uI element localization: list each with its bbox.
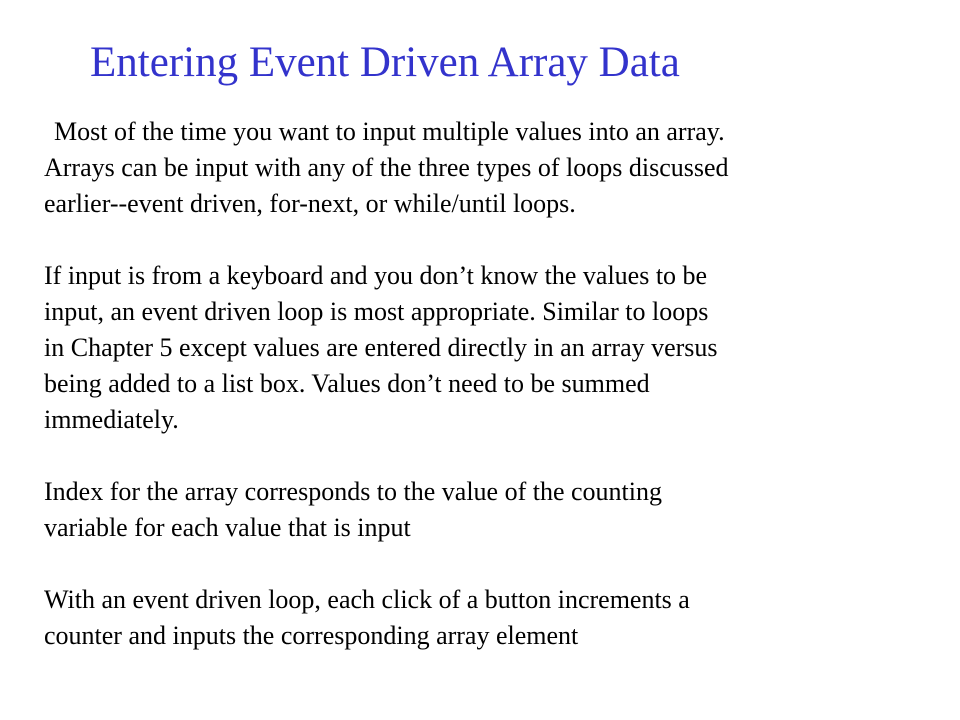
paragraph-line: counter and inputs the corresponding array element (44, 621, 579, 650)
paragraph-line: If input is from a keyboard and you don’t know the values to be (44, 261, 708, 290)
paragraph-3 (44, 474, 924, 546)
paragraph-line: variable for each value that is input (44, 513, 411, 542)
slide-title: Entering Event Driven Array Data (90, 39, 680, 86)
paragraph-line: earlier--event driven, for-next, or while/until loops. (44, 189, 576, 218)
paragraph-line: immediately. (44, 405, 179, 434)
paragraph-line: Arrays can be input with any of the three types of loops discussed (44, 153, 729, 182)
paragraph-1 (44, 114, 924, 222)
paragraph-line: input, an event driven loop is most appropriate. Similar to loops (44, 297, 709, 326)
paragraph-line: With an event driven loop, each click of a button increments a (44, 585, 690, 614)
paragraph-line: Most of the time you want to input multiple values into an array. (54, 117, 725, 146)
paragraph-line: being added to a list box. Values don’t need to be summed (44, 369, 650, 398)
paragraph-4 (44, 582, 924, 654)
paragraph-2 (44, 258, 924, 438)
paragraph-line: Index for the array corresponds to the value of the counting (44, 477, 663, 506)
slide-body (44, 114, 924, 654)
paragraph-line: in Chapter 5 except values are entered directly in an array versus (44, 333, 718, 362)
